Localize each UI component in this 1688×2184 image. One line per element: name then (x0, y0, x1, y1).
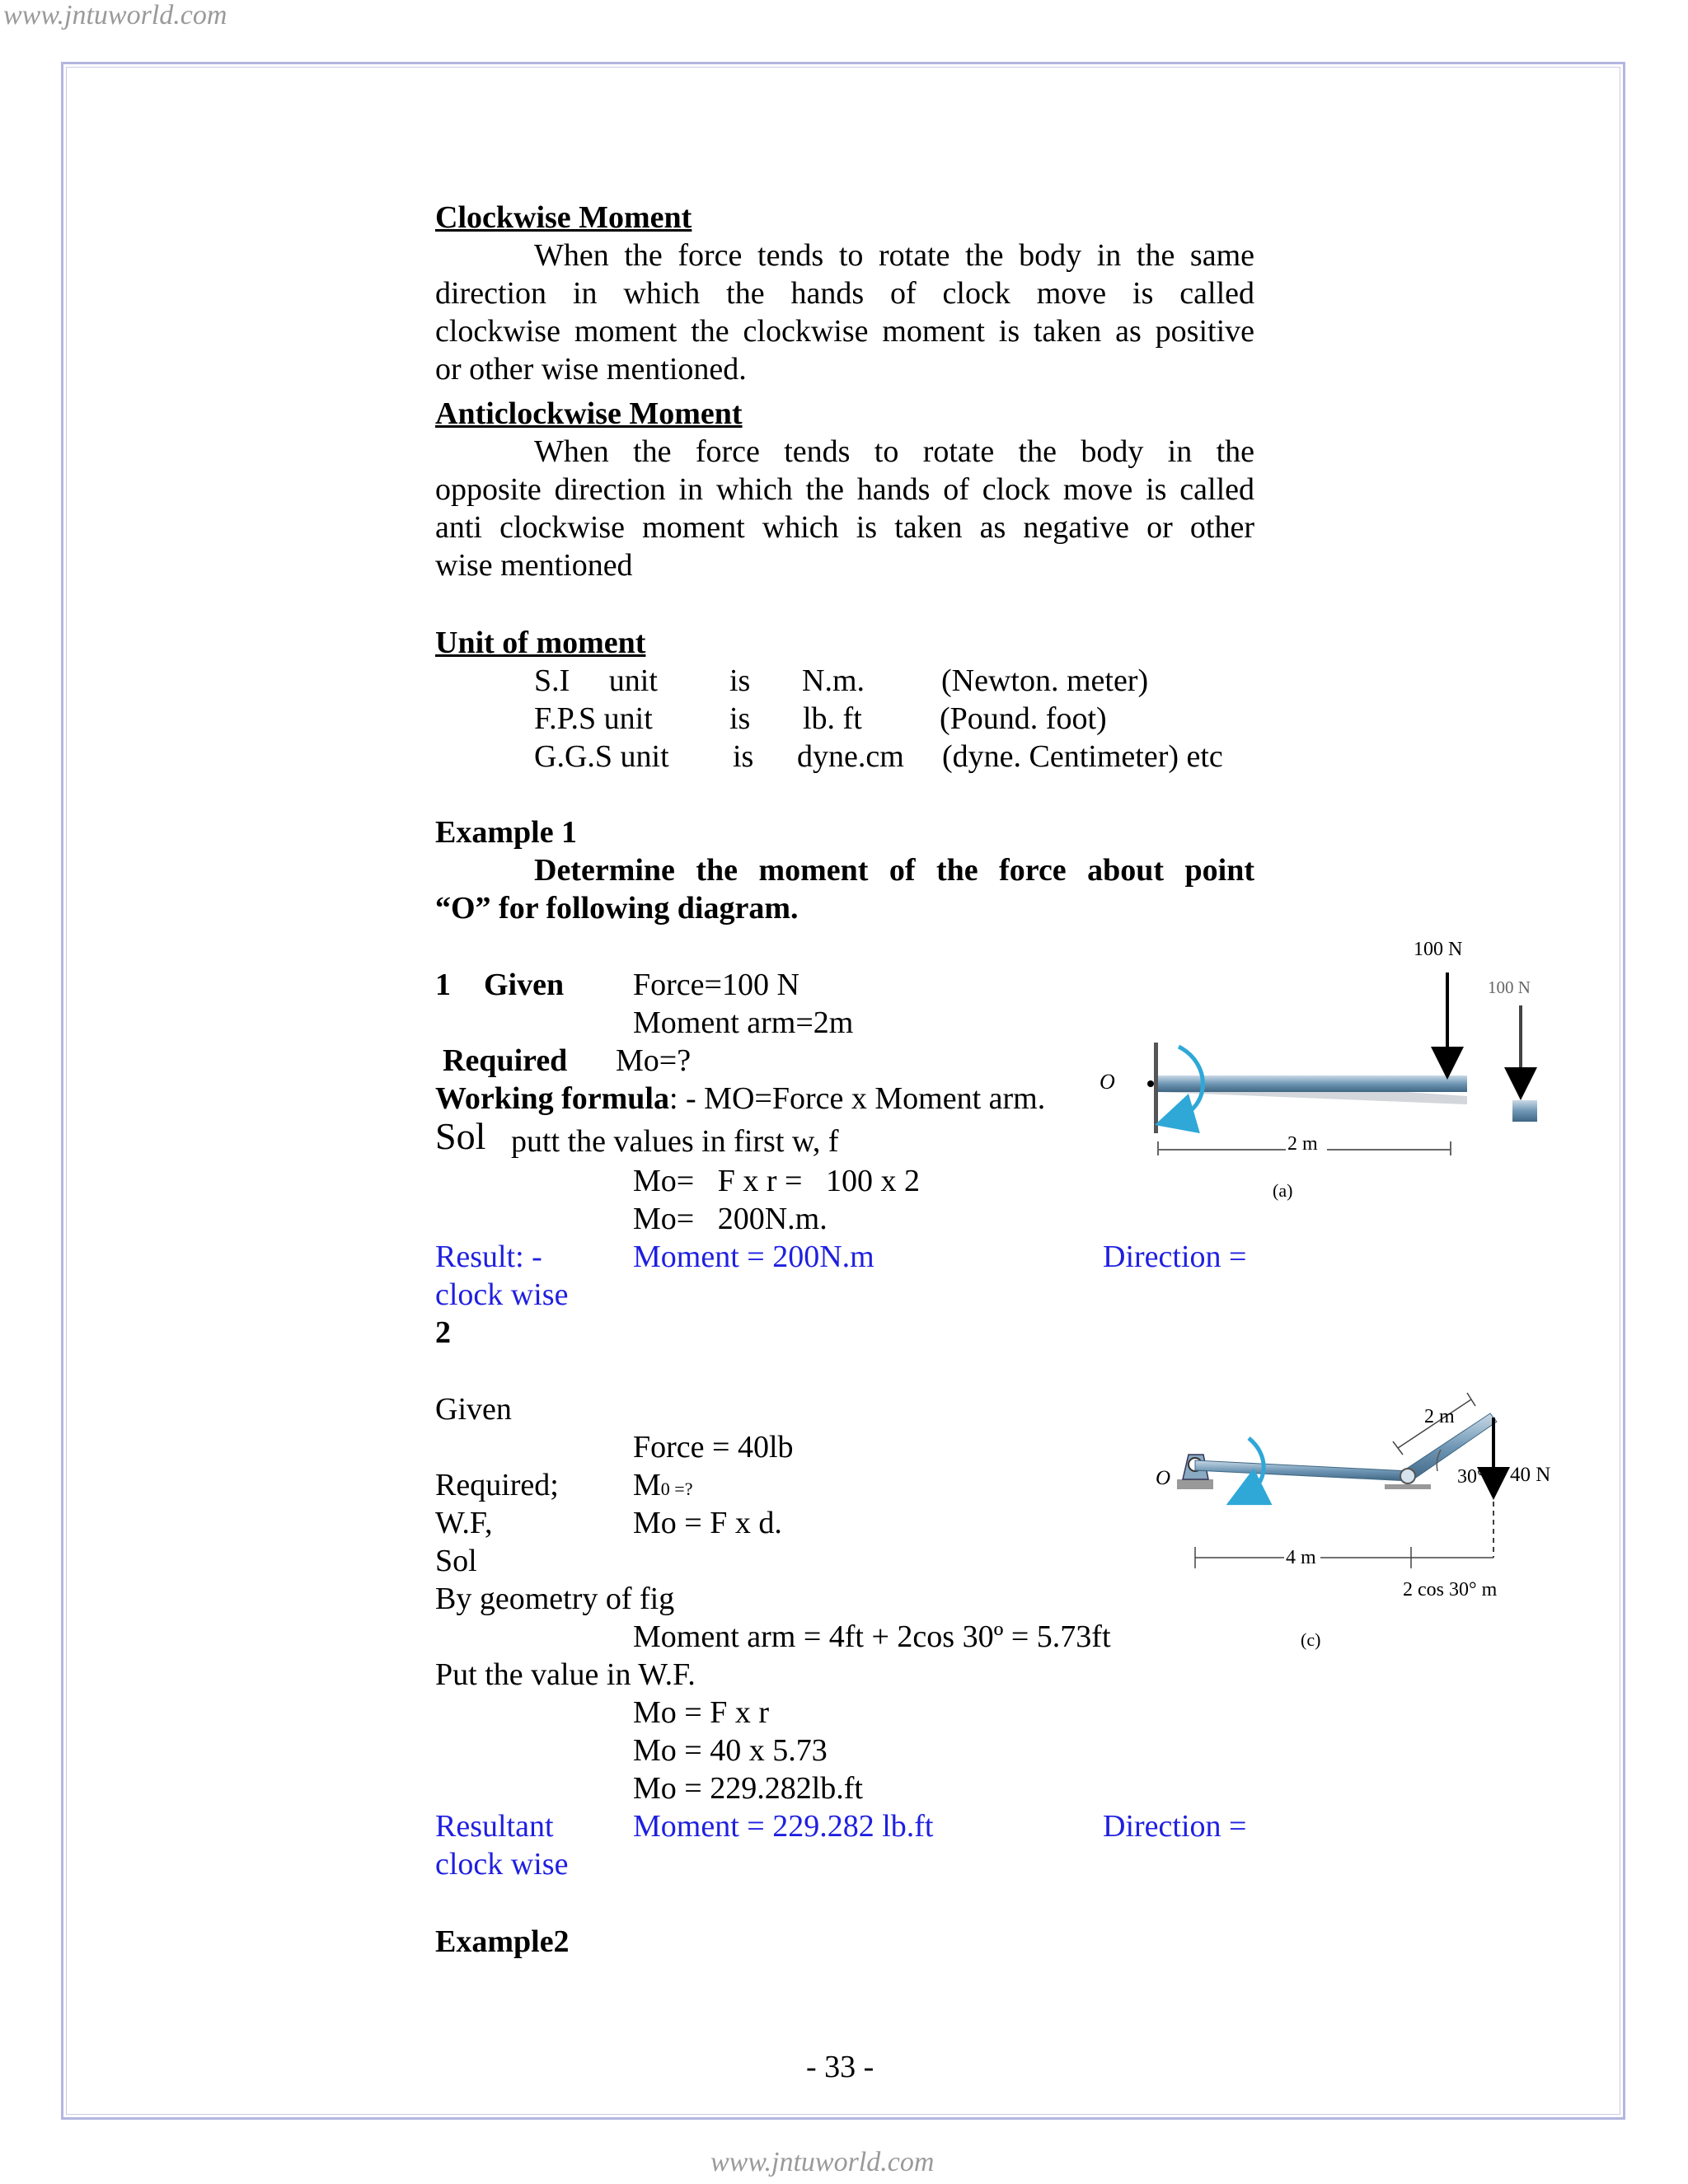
anticlockwise-line-2: opposite direction in which the hands of clock move is called (435, 472, 1254, 507)
example2-moment-arm: Moment arm = 4ft + 2cos 30º = 5.73ft (633, 1619, 1111, 1654)
wall-support (1154, 1043, 1158, 1133)
figure-a (1088, 940, 1558, 1212)
unit-row-si-desc: (Newton. meter) (941, 663, 1149, 698)
example1-statement-line-2: “O” for following diagram. (435, 891, 799, 926)
clockwise-line-3: clockwise moment the clockwise moment is taken as positive (435, 314, 1254, 349)
figure-c-4m-label: 4 m (1286, 1547, 1316, 1568)
example2-sol-label: Sol (435, 1544, 477, 1578)
roller-support-base (1385, 1484, 1431, 1489)
example2-number: 2 (435, 1315, 451, 1350)
anticlockwise-line-4: wise mentioned (435, 548, 633, 583)
example2-direction-label: Direction = (1103, 1809, 1247, 1844)
heading-anticlockwise-moment: Anticlockwise Moment (435, 396, 743, 431)
figure-a-force-label: 100 N (1414, 939, 1463, 960)
unit-row-fps-desc: (Pound. foot) (940, 701, 1107, 736)
example2-required-value (633, 1466, 692, 1508)
unit-row-fps-unit: lb. ft (803, 701, 862, 736)
example1-working-formula (435, 1080, 1045, 1118)
figure-c-caption: (c) (1301, 1629, 1321, 1650)
clockwise-line-4: or other wise mentioned. (435, 352, 747, 387)
example2-wf-value: Mo = F x d. (633, 1506, 782, 1540)
unit-row-si-unit: N.m. (802, 663, 865, 698)
unit-row-cgs-desc: (dyne. Centimeter) etc (942, 739, 1223, 774)
required-main: M (633, 1468, 661, 1502)
anticlockwise-line-1: When the force tends to rotate the body in the (534, 434, 1254, 469)
figure-c-cos-label: 2 cos 30° m (1403, 1579, 1498, 1601)
unit-row-si-system: S.I unit (534, 663, 658, 698)
example2-result-label: Resultant (435, 1809, 554, 1844)
example2-geometry-line: By geometry of fig (435, 1582, 675, 1616)
example2-put-value-line: Put the value in W.F. (435, 1657, 696, 1692)
example1-given-arm: Moment arm=2m (633, 1005, 854, 1040)
example1-given-force: Force=100 N (633, 968, 799, 1002)
watermark-top: www.jntuworld.com (3, 0, 227, 30)
roller-support-icon (1400, 1469, 1415, 1483)
heading-example-2: Example2 (435, 1924, 570, 1959)
figure-c-point-label: O (1156, 1467, 1171, 1489)
example1-required-value: Mo=? (616, 1043, 692, 1078)
figure-a-dimension-label: 2 m (1287, 1133, 1318, 1155)
working-formula-value: : - MO=Force x Moment arm. (668, 1081, 1046, 1116)
figure-c-drawing (1146, 1372, 1574, 1661)
example1-given-label: Given (484, 968, 565, 1002)
example1-step-1: Mo= F x r = 100 x 2 (633, 1164, 920, 1198)
example2-force: Force = 40lb (633, 1430, 794, 1465)
figure-a-force-label-2: 100 N (1488, 977, 1531, 997)
example1-number: 1 (435, 968, 451, 1002)
example1-step-2: Mo= 200N.m. (633, 1202, 828, 1236)
watermark-bottom: www.jntuworld.com (710, 2147, 935, 2177)
clockwise-line-2: direction in which the hands of clock move is called (435, 276, 1254, 311)
figure-c-angle-label: 30° (1457, 1466, 1485, 1488)
beam-horizontal (1195, 1460, 1409, 1481)
example2-result-value: Moment = 229.282 lb.ft (633, 1809, 934, 1844)
anticlockwise-line-3: anti clockwise moment which is taken as negative or other (435, 510, 1254, 545)
example2-required-label: Required; (435, 1468, 559, 1502)
example1-required-label: Required (443, 1043, 568, 1078)
unit-row-fps-is: is (729, 701, 751, 736)
unit-row-fps-system: F.P.S unit (534, 701, 653, 736)
pin-support-base (1177, 1479, 1213, 1489)
example1-statement-line-1: Determine the moment of the force about point (534, 853, 1254, 888)
figure-a-caption: (a) (1273, 1180, 1293, 1201)
figure-c (1146, 1372, 1574, 1661)
example2-given-label: Given (435, 1392, 512, 1427)
unit-row-si-is: is (729, 663, 751, 698)
example1-result-value: Moment = 200N.m (633, 1240, 874, 1274)
unit-row-cgs-system: G.G.S unit (534, 739, 669, 774)
dimension-tick-2m-left (1393, 1441, 1403, 1455)
example1-direction-label: Direction = (1103, 1240, 1247, 1274)
required-subscript: 0 =? (660, 1479, 693, 1499)
figure-a-point-label: O (1100, 1070, 1115, 1094)
example2-step-2: Mo = 40 x 5.73 (633, 1733, 828, 1768)
heading-clockwise-moment: Clockwise Moment (435, 200, 692, 235)
page-number: - 33 - (806, 2050, 874, 2084)
example2-wf-label: W.F, (435, 1506, 493, 1540)
example1-direction-value: clock wise (435, 1277, 569, 1312)
example1-result-label: Result: - (435, 1240, 542, 1274)
partial-beam-duplicate (1512, 1100, 1537, 1122)
heading-unit-of-moment: Unit of moment (435, 626, 646, 660)
working-formula-label: Working formula (435, 1081, 669, 1116)
figure-c-top-dimension: 2 m (1424, 1406, 1455, 1427)
example1-sol-text: putt the values in first w, f (511, 1124, 839, 1159)
figure-c-force-label: 40 N (1510, 1464, 1551, 1486)
example1-sol-label: Sol (435, 1115, 486, 1157)
clockwise-line-1: When the force tends to rotate the body in the same (534, 238, 1254, 273)
heading-example-1: Example 1 (435, 815, 578, 850)
example2-direction-value: clock wise (435, 1847, 569, 1882)
dimension-tick-2m-right (1467, 1393, 1475, 1406)
unit-row-cgs-is: is (733, 739, 754, 774)
example2-step-3: Mo = 229.282lb.ft (633, 1771, 863, 1806)
point-o-marker (1147, 1080, 1154, 1087)
unit-row-cgs-unit: dyne.cm (797, 739, 904, 774)
example2-step-1: Mo = F x r (633, 1695, 770, 1730)
